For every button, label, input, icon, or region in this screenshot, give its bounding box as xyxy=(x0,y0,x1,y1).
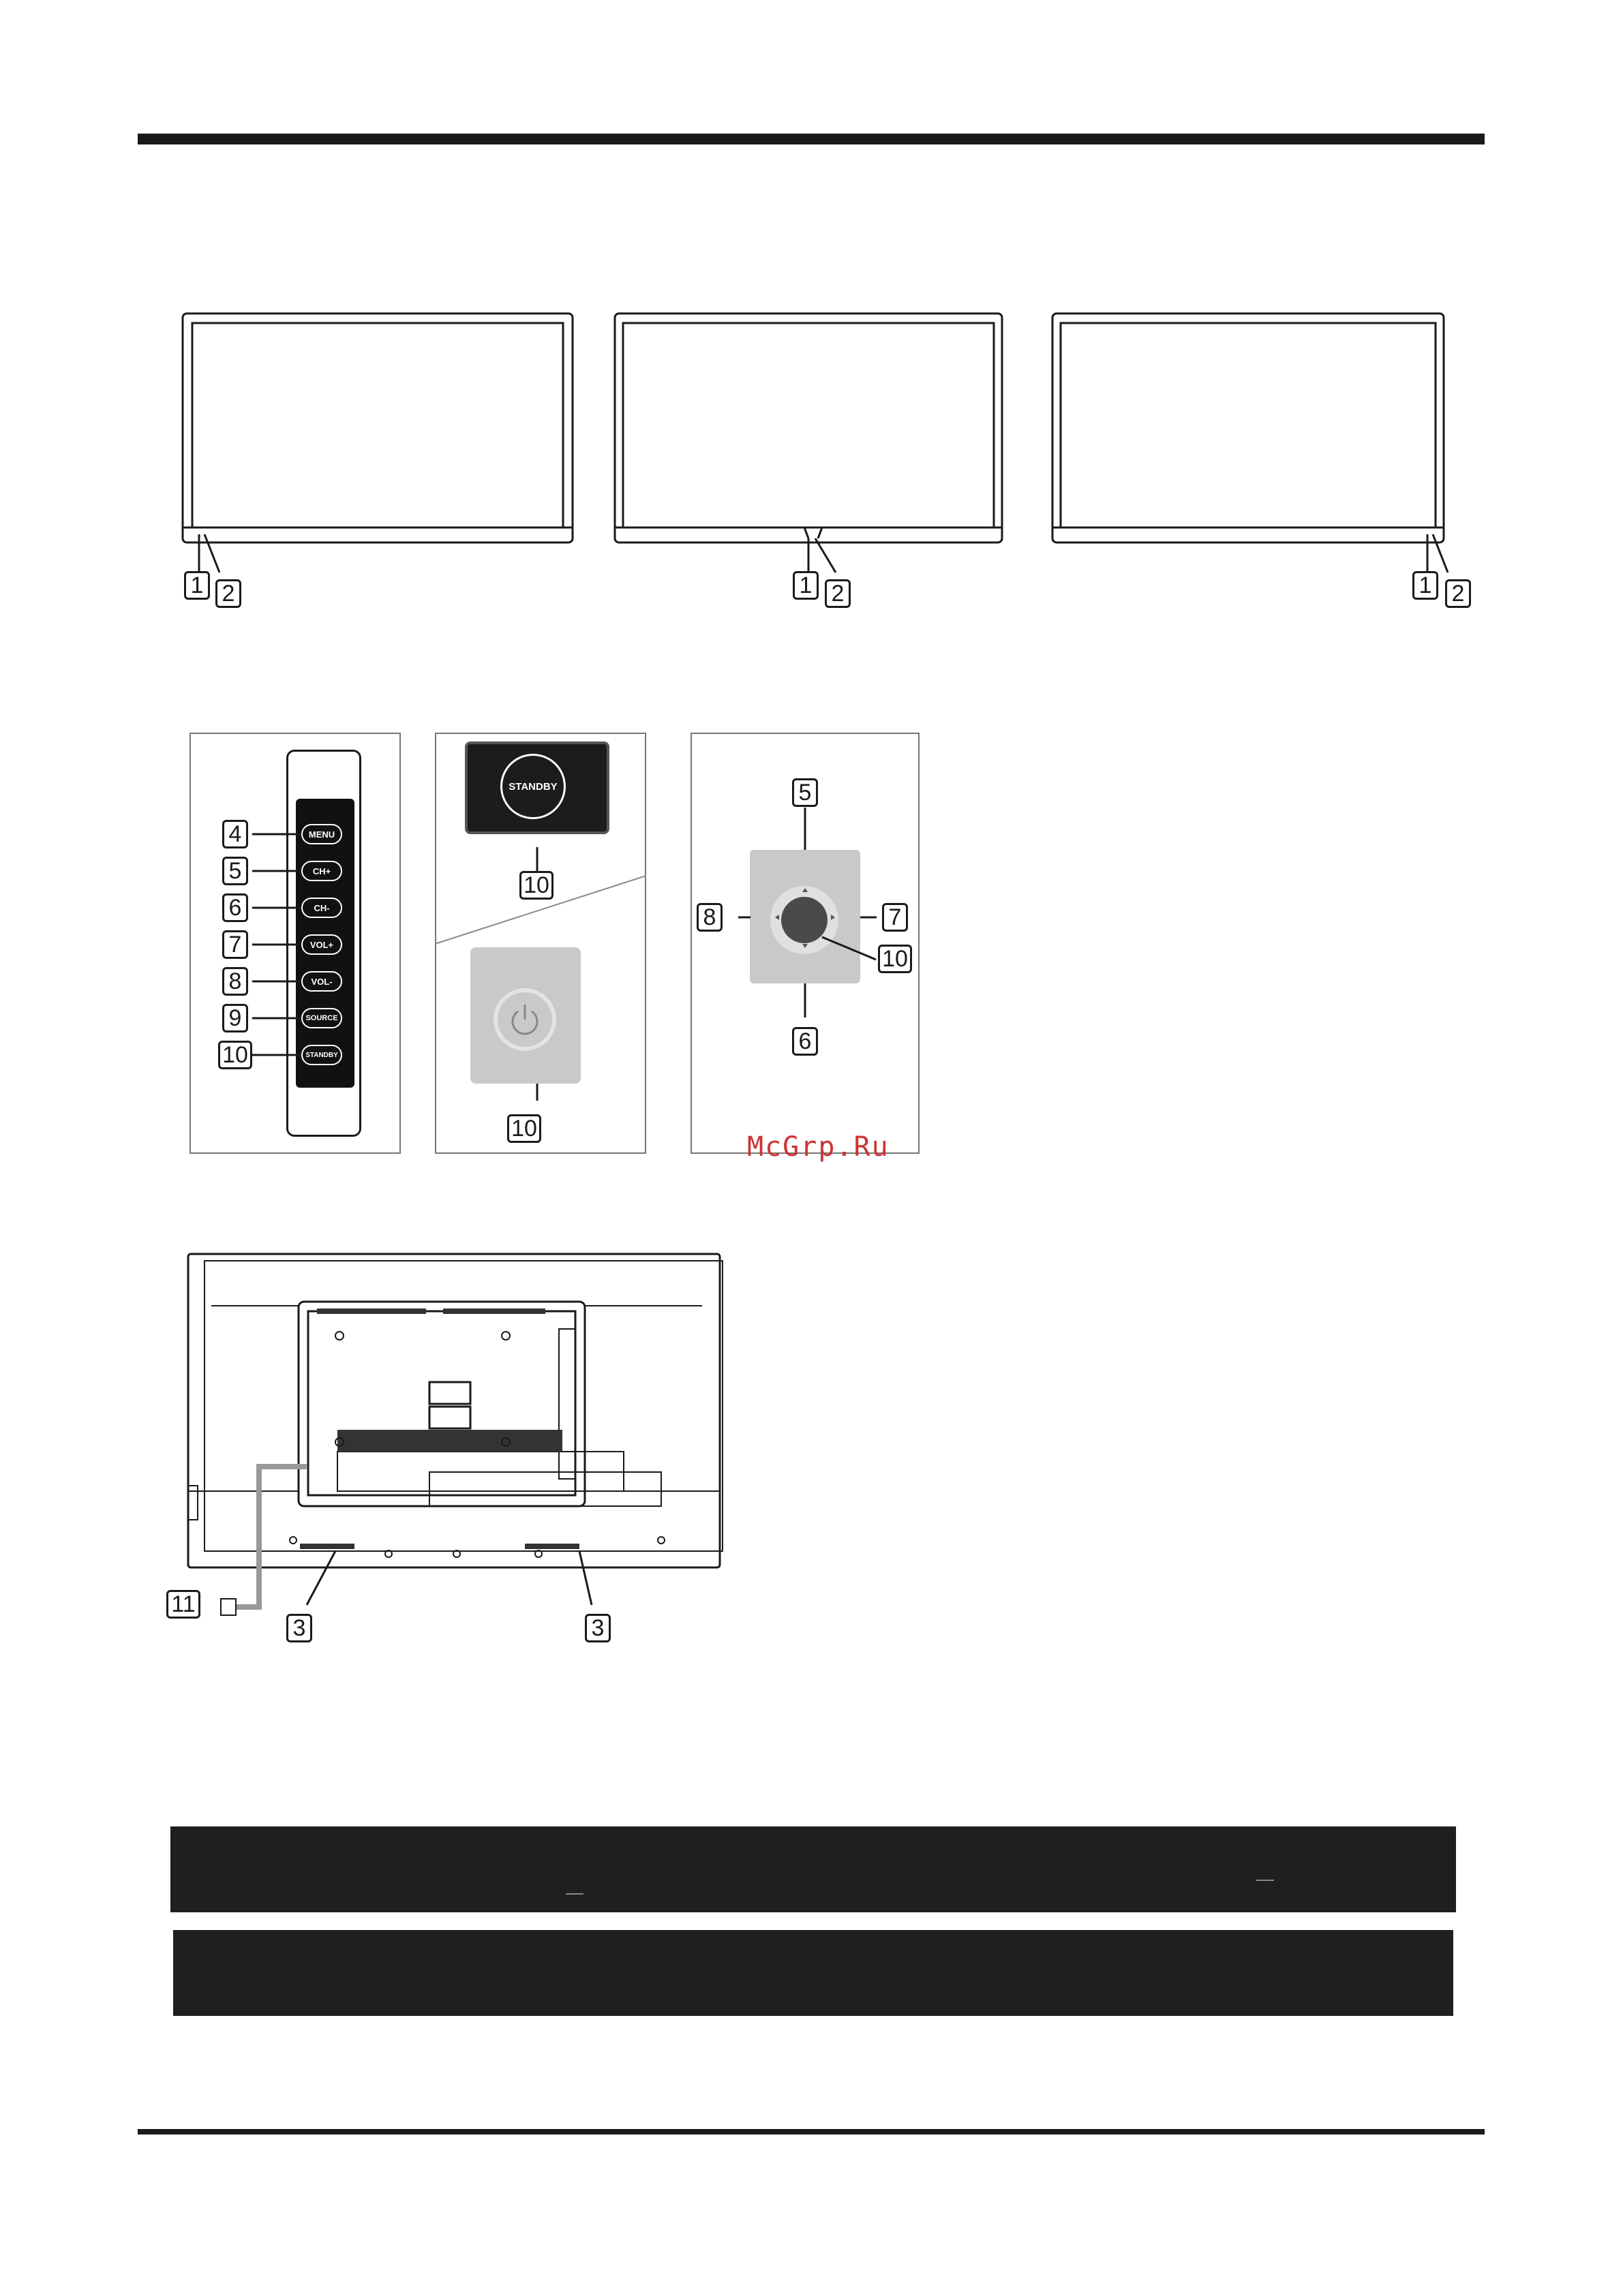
strip-leaders xyxy=(245,818,307,1077)
callout-2-left: 2 xyxy=(215,579,241,608)
callout-11: 11 xyxy=(166,1590,200,1619)
callout-8: 8 xyxy=(222,967,248,996)
power-icon xyxy=(504,999,545,1040)
source-button[interactable]: SOURCE xyxy=(301,1008,342,1028)
callout-2-center: 2 xyxy=(825,579,851,608)
callout-10-standby: 10 xyxy=(519,871,553,900)
callout-6: 6 xyxy=(222,893,248,922)
callout-10-power: 10 xyxy=(507,1114,541,1143)
ch-minus-button[interactable]: CH- xyxy=(301,898,342,918)
dark-bar-1 xyxy=(170,1826,1456,1912)
ch-plus-button[interactable]: CH+ xyxy=(301,861,342,881)
callout-4: 4 xyxy=(222,820,248,848)
callout-2-right: 2 xyxy=(1445,579,1471,608)
dark-bar-2 xyxy=(173,1930,1453,2016)
bar-1-underscore-left xyxy=(566,1893,583,1895)
callout-5: 5 xyxy=(222,857,248,885)
leader-2-right xyxy=(1433,534,1448,572)
standby-button[interactable] xyxy=(500,754,566,819)
callout-7-joystick: 7 xyxy=(882,903,908,932)
callout-9: 9 xyxy=(222,1004,248,1032)
power-cord xyxy=(232,1467,307,1607)
callout-3-left: 3 xyxy=(286,1614,312,1642)
callout-10-strip: 10 xyxy=(218,1041,252,1069)
standby-strip-button[interactable]: STANDBY xyxy=(301,1045,342,1065)
callout-3-right: 3 xyxy=(585,1614,611,1642)
menu-button[interactable]: MENU xyxy=(301,824,342,844)
standby-button-label: STANDBY xyxy=(509,780,558,793)
callout-1-right: 1 xyxy=(1412,571,1438,600)
top-rule xyxy=(138,134,1485,144)
vol-minus-button[interactable]: VOL- xyxy=(301,971,342,992)
tv-front-right xyxy=(1052,313,1444,542)
callout-5-joystick: 5 xyxy=(792,778,818,807)
leader-2-left xyxy=(204,534,219,572)
callout-8-joystick: 8 xyxy=(697,903,723,932)
callout-7: 7 xyxy=(222,930,248,959)
callout-1-center: 1 xyxy=(793,571,819,600)
rear-vent xyxy=(337,1430,562,1452)
callout-10-joystick: 10 xyxy=(878,945,912,973)
power-button[interactable] xyxy=(494,988,556,1051)
power-plug xyxy=(221,1599,236,1615)
tv-front-left xyxy=(183,313,573,542)
rear-view-diagram xyxy=(157,1240,743,1649)
vol-plus-button[interactable]: VOL+ xyxy=(301,934,342,955)
callout-1-left: 1 xyxy=(184,571,210,600)
bottom-rule xyxy=(138,2129,1485,2134)
tv-front-center xyxy=(615,313,1002,542)
bar-1-underscore-right xyxy=(1256,1880,1274,1881)
callout-6-joystick: 6 xyxy=(792,1027,818,1056)
watermark: McGrp.Ru xyxy=(747,1131,890,1163)
